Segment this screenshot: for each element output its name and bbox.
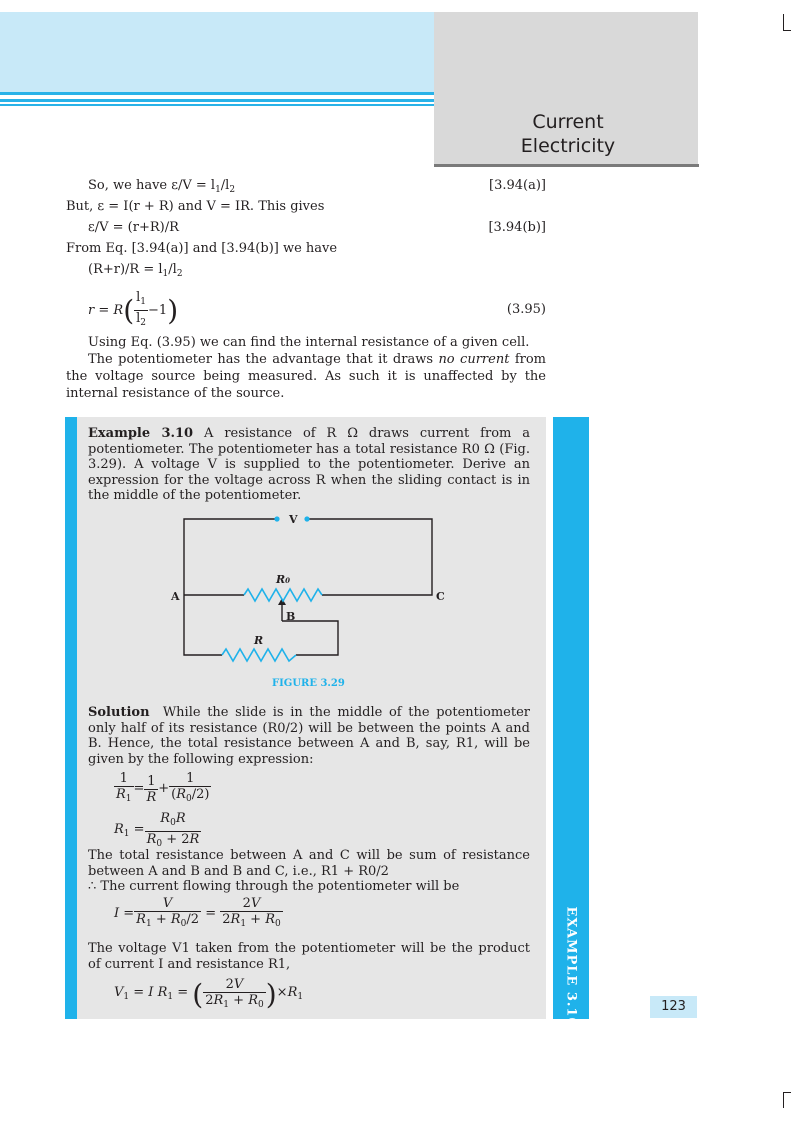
voltage-text: The voltage V1 taken from the potentiometer will be the product of current I and resistance R1, xyxy=(88,941,530,972)
circuit-wire xyxy=(307,519,432,595)
figure-caption: FIGURE 3.29 xyxy=(272,678,345,689)
header-stripe xyxy=(0,99,434,102)
example-statement: Example 3.10 A resistance of R Ω draws current from a potentiometer. The potentiometer has a total resistance R0 Ω (Fig. 3.29). A voltage V is supplied to the potentiometer. Derive an expression for the voltage across R when the sliding contact is in the middle of the potentiometer. xyxy=(88,426,530,503)
equation-voltage: $V_1 = I$ $R_1$ = ( $\frac{2V}{2R_1 + R_0}$ )$\times R_1$ xyxy=(114,977,304,1011)
text-line: But, ε = I(r + R) and V = IR. This gives xyxy=(66,199,325,214)
equation-r1-reciprocal: $\frac{1}{R_1}$ = $\frac{1}{R}$ + $\frac{1}{(R_0/2)}$ xyxy=(116,771,210,805)
chapter-title-shadow xyxy=(434,164,699,167)
crop-mark xyxy=(783,14,784,30)
equation-line: ε/V = (r+R)/R xyxy=(88,220,179,235)
equation-number: (3.95) xyxy=(506,302,546,317)
label-R: R xyxy=(254,634,264,647)
label-A: A xyxy=(171,590,180,603)
example-left-bar xyxy=(65,417,77,1019)
equation-line: $(R+r)/R = l_1/l_2$ xyxy=(88,262,183,279)
equation-number: [3.94(a)] xyxy=(489,178,546,193)
current-text: ∴ The current flowing through the potentiometer will be xyxy=(88,879,460,894)
chapter-title: Current Electricity xyxy=(520,111,616,157)
circuit-wire xyxy=(282,621,338,655)
total-resistance-text: The total resistance between A and C will be sum of resistance between A and B and B and C, i.e., R1 + R0/2 xyxy=(88,848,530,879)
crop-mark xyxy=(783,1092,791,1093)
page-number: 123 xyxy=(650,996,697,1018)
equation-current: I = $\frac{V}{R_1 + R_0/2}$ = $\frac{2V}{2R_1 + R_0}$ xyxy=(114,896,281,929)
crop-mark xyxy=(783,30,791,31)
equation-number: [3.94(b)] xyxy=(488,220,546,235)
potentiometer-resistor xyxy=(244,589,322,601)
paragraph: Using Eq. (3.95) we can find the internal resistance of a given cell. xyxy=(88,335,530,350)
label-V: V xyxy=(289,513,298,526)
header-stripe xyxy=(0,104,434,106)
example-side-label: EXAMPLE 3.10 xyxy=(563,906,579,1028)
solution-text: Solution While the slide is in the middle of the potentiometer only half of its resistance (R0/2) will be between the points A and B. Hence, the total resistance between A and B, say, R1, will be given by the following expression: xyxy=(88,705,530,767)
label-C: C xyxy=(436,590,445,603)
equation-line: So, we have $\varepsilon/V = l_1/l_2$ xyxy=(88,178,236,195)
terminal-dot xyxy=(304,516,309,521)
header-stripe xyxy=(0,92,434,95)
load-resistor xyxy=(222,649,296,661)
label-B: B xyxy=(286,610,296,623)
paragraph: The potentiometer has the advantage that it draws no current from the voltage source being measured. As such it is unaffected by the internal resistance of the source. xyxy=(66,352,547,401)
label-R0: R0 xyxy=(276,573,291,586)
equation-r-formula: r = R( $\frac{l_1}{l_2}$ −1) xyxy=(88,290,179,328)
text-line: From Eq. [3.94(a)] and [3.94(b)] we have xyxy=(66,241,338,256)
terminal-dot xyxy=(274,516,279,521)
crop-mark xyxy=(783,1092,784,1108)
header-band xyxy=(0,12,434,92)
circuit-figure xyxy=(160,505,460,695)
equation-r1: $R_1$ = $\frac{R_0R}{R_0 + 2R}$ xyxy=(114,811,200,849)
